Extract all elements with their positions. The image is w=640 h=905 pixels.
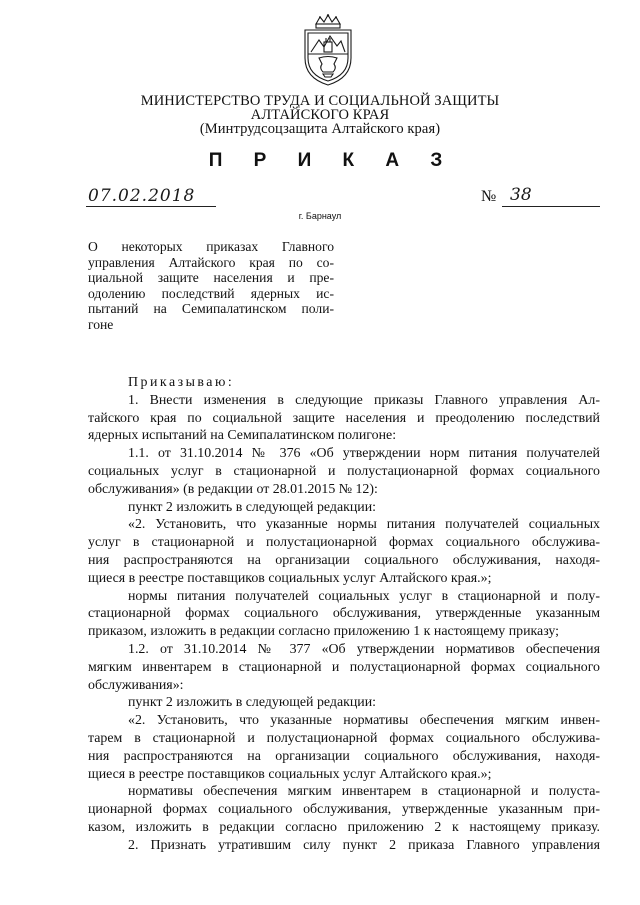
order-subject [88, 239, 334, 332]
body-line: ядерных испытаний на Семипалатинском полигоне: [88, 428, 397, 444]
order-intro: Приказываю: [128, 375, 235, 390]
city-label: г. Барнаул [298, 211, 342, 221]
body-line: щиеся в реестре поставщиков социальных услуг Алтайского края.»; [88, 766, 492, 782]
subject-line: О некоторых приказах Главного [88, 239, 334, 254]
subject-line: гоне [88, 316, 114, 332]
body-line: услуг в стационарной и полустационарной формах социального обслужива- [88, 535, 600, 551]
body-line: ния распространяются на организации социального обслуживания, находя- [88, 552, 600, 568]
body-line: пункт 2 изложить в следующей редакции: [128, 499, 377, 515]
body-line: 1. Внести изменения в следующие приказы Главного управления Ал- [128, 392, 600, 408]
ministry-short-name: (Минтрудсоцзащита Алтайского края) [199, 121, 441, 137]
ministry-name-line1: МИНИСТЕРСТВО ТРУДА И СОЦИАЛЬНОЙ ЗАЩИТЫ [140, 93, 500, 109]
body-line: тарем в стационарной и полустационарной формах социального обслужива- [88, 730, 600, 746]
body-line: приказом, изложить в редакции согласно приложению 1 к настоящему приказу; [88, 624, 560, 640]
body-line: обслуживания» (в редакции от 28.01.2015 № 12): [88, 481, 378, 497]
body-line: «2. Установить, что указанные нормативы обеспечения мягким инвен- [128, 713, 600, 729]
number-sign: № [481, 188, 497, 205]
subject-line: управления Алтайского края по со- [88, 254, 334, 270]
altai-krai-coat-of-arms-icon [297, 14, 359, 88]
body-line: нормы питания получателей социальных услуг в стационарной и полу- [128, 588, 600, 604]
order-number: 38 [510, 185, 532, 205]
body-line: нормативы обеспечения мягким инвентарем в стационарной и полуста- [128, 784, 600, 800]
body-line: обслуживания»: [88, 677, 184, 693]
body-line: 2. Признать утратившим силу пункт 2 приказа Главного управления [128, 837, 600, 853]
body-line: тайского края по социальной защите населения и преодолению последствий [88, 410, 600, 426]
order-date: 07.02.2018 [88, 186, 196, 206]
body-text [88, 392, 600, 855]
subject-line: одолению последствий ядерных ис- [88, 285, 334, 301]
document-title: П Р И К А З [208, 150, 456, 171]
subject-line: пытаний на Семипалатинском поли- [88, 301, 334, 316]
body-line: мягким инвентарем в стационарной и полустационарной формах социального [88, 659, 600, 675]
body-line: щиеся в реестре поставщиков социальных услуг Алтайского края.»; [88, 570, 492, 586]
body-line: ционарной формах социального обслуживания, утвержденные указанным при- [88, 802, 600, 818]
body-line: ния распространяются на организации социального обслуживания, находя- [88, 748, 600, 764]
body-line: пункт 2 изложить в следующей редакции: [128, 695, 377, 711]
body-line: социальных услуг в стационарной и полустационарной формах социального [88, 463, 600, 479]
body-line: «2. Установить, что указанные нормы питания получателей социальных [128, 517, 600, 533]
body-line: казом, изложить в редакции согласно приложению 2 к настоящему приказу. [88, 819, 600, 835]
subject-line: циальной защите населения и пре- [88, 270, 334, 285]
body-line: стационарной формах социального обслуживания, утвержденные указанным [88, 606, 600, 622]
number-underline [502, 206, 600, 207]
date-underline [86, 206, 216, 207]
ministry-name-line2: АЛТАЙСКОГО КРАЯ [250, 107, 390, 123]
body-line: 1.2. от 31.10.2014 № 377 «Об утверждении нормативов обеспечения [128, 641, 600, 657]
order-body [88, 374, 600, 855]
body-line: 1.1. от 31.10.2014 № 376 «Об утверждении норм питания получателей [128, 446, 600, 462]
